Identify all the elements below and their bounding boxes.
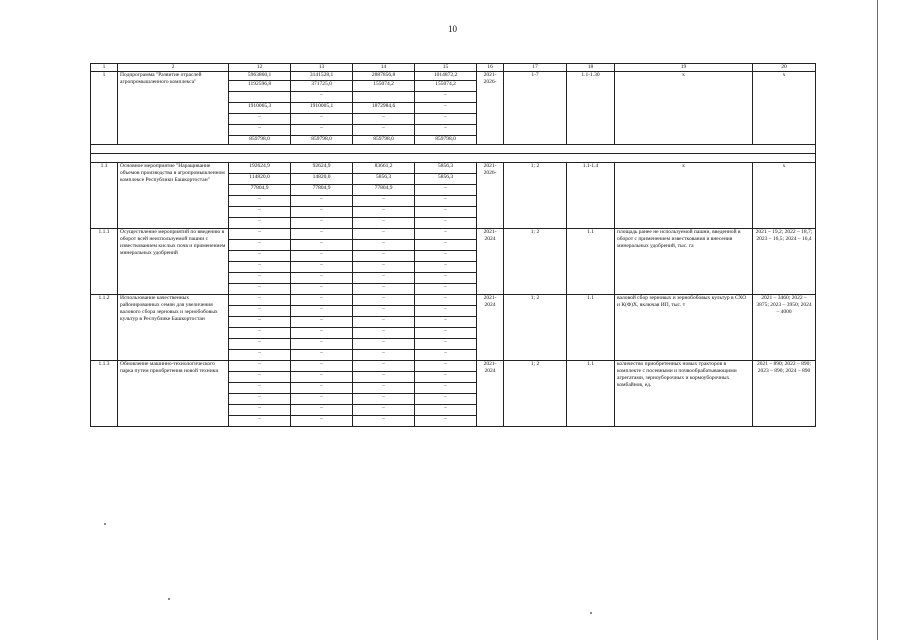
task-ref-cell: 1.1-1.4 xyxy=(567,163,615,229)
amount-cell: 859798,0 xyxy=(353,136,415,145)
amount-cell: – xyxy=(415,207,477,218)
amount-cell: – xyxy=(291,350,353,361)
amount-cell: – xyxy=(415,317,477,328)
amount-cell: – xyxy=(353,372,415,383)
amount-cell: – xyxy=(291,273,353,284)
amount-cell: – xyxy=(415,103,477,114)
amount-cell xyxy=(353,92,415,103)
amount-cell: – xyxy=(353,229,415,240)
program-table xyxy=(90,63,816,427)
amount-cell: – xyxy=(229,361,291,372)
amount-cell: – xyxy=(291,361,353,372)
indicator-cell: x xyxy=(615,72,753,145)
amount-cell: – xyxy=(229,295,291,306)
amount-cell: – xyxy=(415,251,477,262)
amount-cell: – xyxy=(229,405,291,416)
amount-cell: – xyxy=(229,262,291,273)
amount-cell: – xyxy=(415,92,477,103)
column-number-row xyxy=(91,64,816,72)
amount-cell: – xyxy=(353,262,415,273)
table-row xyxy=(91,72,816,81)
amount-cell: – xyxy=(291,383,353,394)
amount-cell: 1014872,2 xyxy=(415,72,477,81)
indicator-cell: количество приобретенных новых тракторов в комплекте с посевными и почвообрабатывающими агрегатами, зерноуборочных и кормоуборочных комбайнов, ед. xyxy=(615,361,753,427)
amount-cell: 1192596,8 xyxy=(229,81,291,92)
amount-cell: – xyxy=(353,295,415,306)
item-name: Подпрограмма "Развитие отраслей агропромышленного комплекса" xyxy=(118,72,229,145)
amount-cell: 859798,0 xyxy=(415,136,477,145)
page-number: 10 xyxy=(448,24,457,34)
amount-cell: – xyxy=(229,114,291,125)
amount-cell: – xyxy=(291,295,353,306)
indicator-cell: валовой сбор зерновых и зернобобовых культур в СХО и К(Ф)Х, включая ИП, тыс. т xyxy=(615,295,753,361)
amount-cell: 371725,0 xyxy=(291,81,353,92)
amount-cell: – xyxy=(415,295,477,306)
task-ref-cell: 1.1-1.30 xyxy=(567,72,615,145)
amount-cell: – xyxy=(353,273,415,284)
amount-cell: 1872984,6 xyxy=(353,103,415,114)
spacer-row xyxy=(91,154,816,163)
amount-cell: – xyxy=(291,328,353,339)
amount-cell: – xyxy=(291,92,353,103)
amount-cell: 155074,2 xyxy=(353,81,415,92)
years-cell: 2021-2024 xyxy=(477,295,504,361)
amount-cell: – xyxy=(353,284,415,295)
amount-cell: – xyxy=(229,339,291,350)
amount-cell: – xyxy=(353,125,415,136)
amount-cell: – xyxy=(415,240,477,251)
column-number: 19 xyxy=(615,64,753,72)
years-cell: 2021-2024 xyxy=(477,229,504,295)
amount-cell: – xyxy=(229,251,291,262)
amount-cell: – xyxy=(415,229,477,240)
amount-cell: 5856,3 xyxy=(353,174,415,185)
task-ref-cell: 1.1 xyxy=(567,295,615,361)
goal-ref-cell: 1; 2 xyxy=(504,163,567,229)
amount-cell: 77804,9 xyxy=(291,185,353,196)
amount-cell: – xyxy=(353,114,415,125)
amount-cell: – xyxy=(291,306,353,317)
amount-cell: – xyxy=(415,196,477,207)
scan-speck xyxy=(590,612,592,614)
amount-cell: – xyxy=(229,306,291,317)
amount-cell: – xyxy=(353,394,415,405)
amount-cell: 5856,3 xyxy=(415,174,477,185)
amount-cell: – xyxy=(415,218,477,229)
amount-cell: – xyxy=(291,372,353,383)
amount-cell: – xyxy=(291,317,353,328)
table-row xyxy=(91,295,816,306)
scan-speck xyxy=(104,523,106,525)
amount-cell: – xyxy=(291,339,353,350)
years-cell: 2021-2024 xyxy=(477,361,504,427)
amount-cell: – xyxy=(353,350,415,361)
amount-cell: – xyxy=(353,328,415,339)
years-cell: 2021-2026- xyxy=(477,72,504,145)
amount-cell: – xyxy=(353,317,415,328)
amount-cell: – xyxy=(415,416,477,427)
column-number: 2 xyxy=(118,64,229,72)
amount-cell: – xyxy=(291,114,353,125)
amount-cell: – xyxy=(353,339,415,350)
indicator-cell: площадь ранее не используемой пашни, введенной в оборот с применением известкования и внесения минеральных удобрений, тыс. га xyxy=(615,229,753,295)
amount-cell: – xyxy=(353,383,415,394)
column-number: 20 xyxy=(753,64,816,72)
item-name: Использование качественных районированных семян для увеличения валового сбора зерновых и зернобобовых культур в Республике Башкортостан xyxy=(118,295,229,361)
amount-cell: – xyxy=(229,394,291,405)
spacer-cell xyxy=(91,145,816,154)
item-name: Обновление машинно-технологического парка путем приобретения новой техники xyxy=(118,361,229,427)
amount-cell: – xyxy=(291,262,353,273)
amount-cell: – xyxy=(291,416,353,427)
amount-cell: – xyxy=(415,273,477,284)
amount-cell: – xyxy=(291,125,353,136)
amount-cell: 5856,3 xyxy=(415,163,477,174)
amount-cell: – xyxy=(229,218,291,229)
task-ref-cell: 1.1 xyxy=(567,229,615,295)
amount-cell: – xyxy=(291,394,353,405)
amount-cell: 859798,0 xyxy=(291,136,353,145)
amount-cell: 1910005,1 xyxy=(291,103,353,114)
column-number: 12 xyxy=(229,64,291,72)
amount-cell: – xyxy=(353,207,415,218)
amount-cell: – xyxy=(229,273,291,284)
amount-cell: – xyxy=(415,361,477,372)
amount-cell: 5963860,1 xyxy=(229,72,291,81)
amount-cell: – xyxy=(353,240,415,251)
amount-cell: – xyxy=(229,196,291,207)
target-values-cell: 2021 – 890; 2022 – 890; 2023 – 890; 2024 – 890 xyxy=(753,361,816,427)
amount-cell: 3141528,1 xyxy=(291,72,353,81)
amount-cell: 155074,2 xyxy=(415,81,477,92)
amount-cell: 114820,0 xyxy=(229,174,291,185)
goal-ref-cell: 1; 2 xyxy=(504,229,567,295)
amount-cell: – xyxy=(353,196,415,207)
amount-cell: – xyxy=(415,339,477,350)
table-row xyxy=(91,361,816,372)
amount-cell: – xyxy=(229,229,291,240)
amount-cell: 92624,9 xyxy=(291,163,353,174)
amount-cell: – xyxy=(415,125,477,136)
item-number: 1.1.2 xyxy=(91,295,118,361)
amount-cell: – xyxy=(229,372,291,383)
target-values-cell: 2021 – 3460; 2022 – 3875; 2023 – 3950; 2024 – 4000 xyxy=(753,295,816,361)
item-number: 1.1 xyxy=(91,163,118,229)
column-number: 18 xyxy=(567,64,615,72)
amount-cell: – xyxy=(415,350,477,361)
amount-cell: – xyxy=(415,284,477,295)
scan-edge-line xyxy=(877,0,878,640)
table-row xyxy=(91,229,816,240)
amount-cell: – xyxy=(353,251,415,262)
column-number: 14 xyxy=(353,64,415,72)
amount-cell: – xyxy=(291,196,353,207)
amount-cell: – xyxy=(415,114,477,125)
amount-cell: – xyxy=(415,372,477,383)
amount-cell: 77804,9 xyxy=(353,185,415,196)
amount-cell: 83661,2 xyxy=(353,163,415,174)
amount-cell: – xyxy=(353,416,415,427)
goal-ref-cell: 1-7 xyxy=(504,72,567,145)
amount-cell: – xyxy=(229,350,291,361)
scan-speck xyxy=(168,598,170,600)
item-number: 1.1.1 xyxy=(91,229,118,295)
amount-cell: – xyxy=(229,383,291,394)
amount-cell: – xyxy=(291,251,353,262)
amount-cell: – xyxy=(291,207,353,218)
amount-cell: – xyxy=(415,394,477,405)
task-ref-cell: 1.1 xyxy=(567,361,615,427)
column-number: 15 xyxy=(415,64,477,72)
amount-cell: – xyxy=(229,416,291,427)
goal-ref-cell: 1; 2 xyxy=(504,295,567,361)
column-number: 17 xyxy=(504,64,567,72)
amount-cell: – xyxy=(291,229,353,240)
amount-cell: – xyxy=(291,240,353,251)
item-name: Осуществление мероприятий по введению в оборот всей неиспользуемой пашни с известкованием кислых почв и применением минеральных удобрений xyxy=(118,229,229,295)
goal-ref-cell: 1; 2 xyxy=(504,361,567,427)
amount-cell: – xyxy=(353,361,415,372)
column-number: 1 xyxy=(91,64,118,72)
amount-cell: 859798,0 xyxy=(229,136,291,145)
amount-cell: – xyxy=(229,240,291,251)
amount-cell: – xyxy=(291,405,353,416)
spacer-row xyxy=(91,145,816,154)
amount-cell: – xyxy=(291,284,353,295)
spacer-cell xyxy=(91,154,816,163)
amount-cell: – xyxy=(415,328,477,339)
amount-cell: – xyxy=(291,218,353,229)
years-cell: 2021-2026- xyxy=(477,163,504,229)
amount-cell: – xyxy=(229,284,291,295)
item-number: 1.1.3 xyxy=(91,361,118,427)
amount-cell: – xyxy=(353,306,415,317)
amount-cell: – xyxy=(353,218,415,229)
table-body xyxy=(91,64,816,427)
amount-cell: 14820,0 xyxy=(291,174,353,185)
amount-cell: 77804,9 xyxy=(229,185,291,196)
table-row xyxy=(91,163,816,174)
amount-cell: 2887856,8 xyxy=(353,72,415,81)
target-values-cell: 2021 – 19,2; 2022 – 18,7; 2023 – 16,5; 2024 – 16,4 xyxy=(753,229,816,295)
amount-cell: – xyxy=(415,306,477,317)
amount-cell: – xyxy=(229,125,291,136)
amount-cell: – xyxy=(415,383,477,394)
amount-cell: 1910065,3 xyxy=(229,103,291,114)
column-number: 13 xyxy=(291,64,353,72)
amount-cell xyxy=(229,92,291,103)
item-number: 1 xyxy=(91,72,118,145)
target-values-cell: x xyxy=(753,163,816,229)
amount-cell: – xyxy=(229,207,291,218)
amount-cell: – xyxy=(415,185,477,196)
indicator-cell: x xyxy=(615,163,753,229)
amount-cell: – xyxy=(229,328,291,339)
amount-cell: – xyxy=(415,262,477,273)
column-number: 16 xyxy=(477,64,504,72)
amount-cell: – xyxy=(229,317,291,328)
amount-cell: 192624,9 xyxy=(229,163,291,174)
target-values-cell: x xyxy=(753,72,816,145)
amount-cell: – xyxy=(353,405,415,416)
item-name: Основное мероприятие "Наращивание объемов производства в агропромышленном комплексе Республики Башкортостан" xyxy=(118,163,229,229)
amount-cell: – xyxy=(415,405,477,416)
